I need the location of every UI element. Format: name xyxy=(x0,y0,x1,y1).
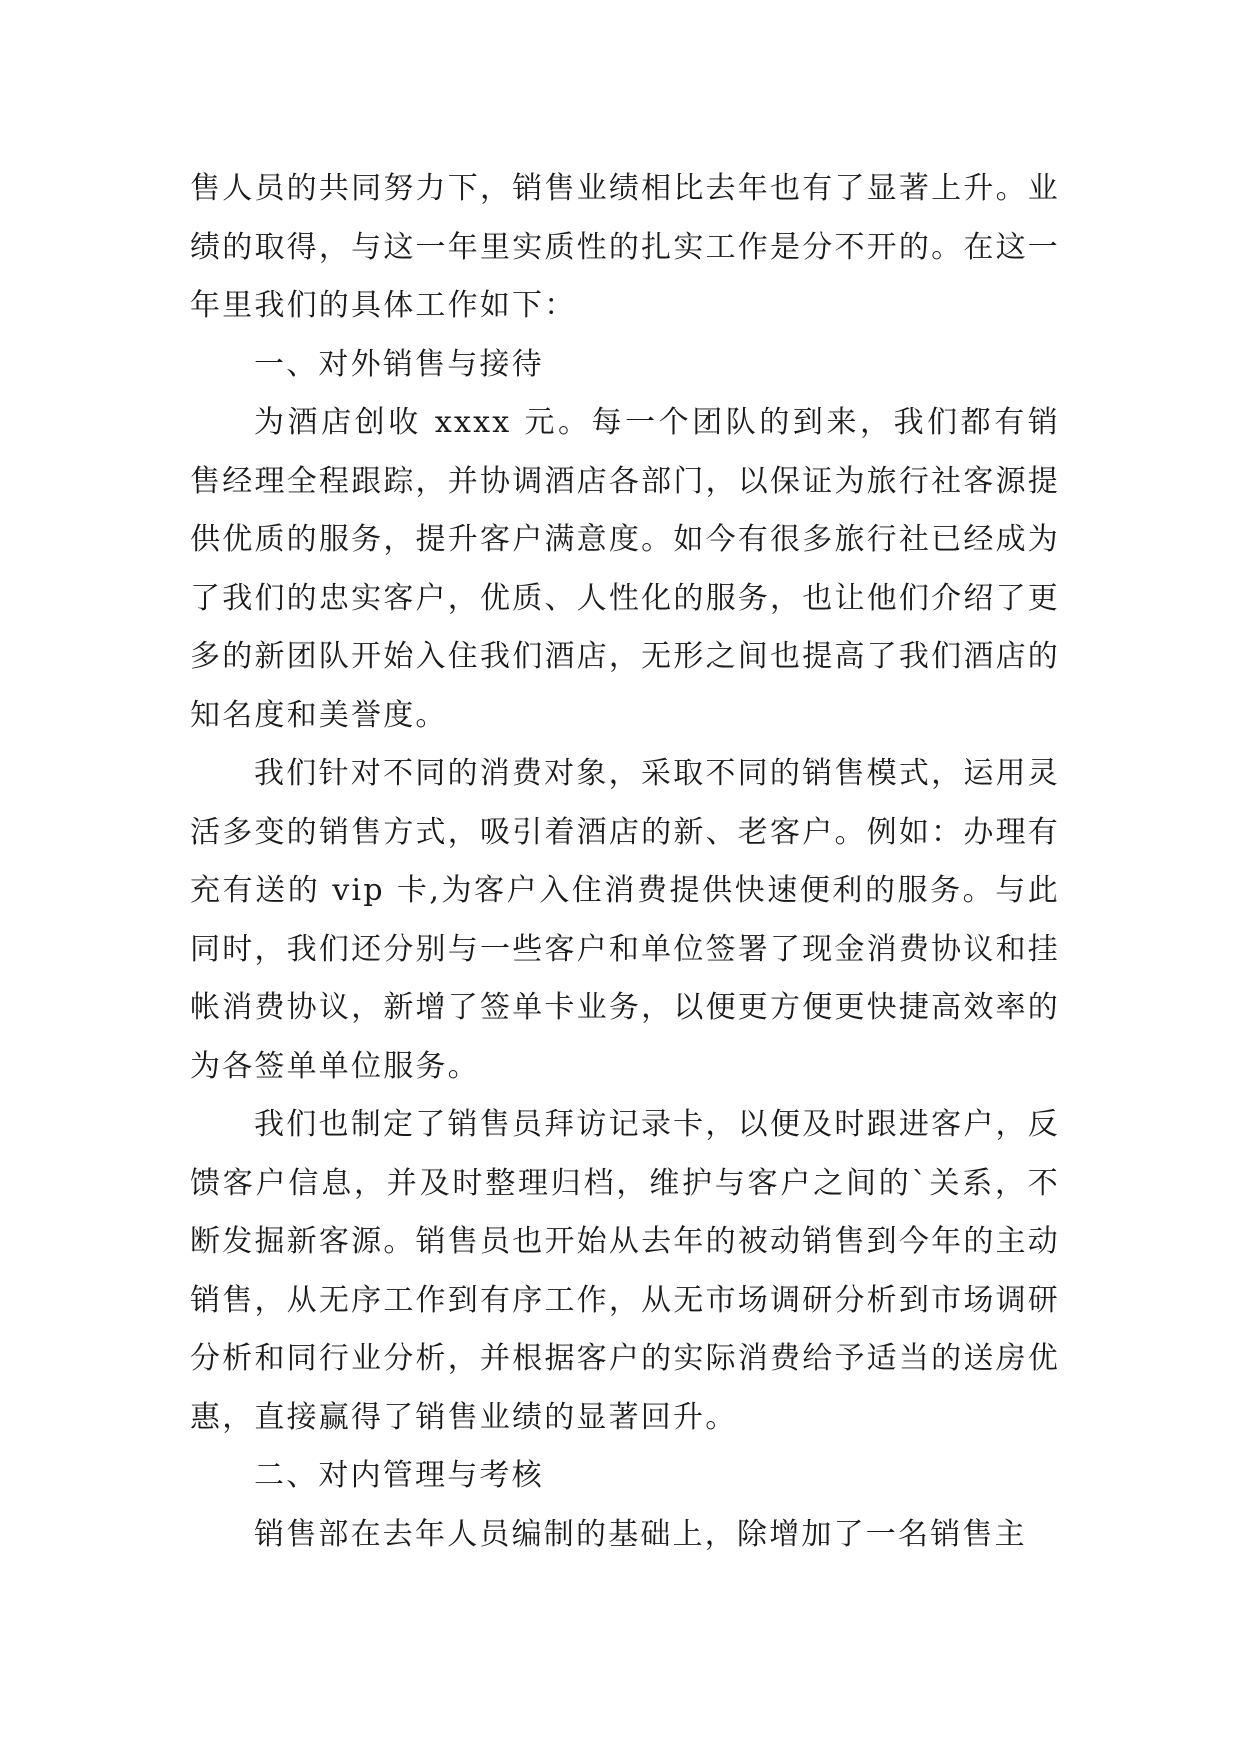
paragraph-staffing: 销售部在去年人员编制的基础上，除增加了一名销售主 xyxy=(254,1516,1027,1552)
document-body xyxy=(190,160,1060,1564)
paragraph-revenue: 为酒店创收 xxxx 元。每一个团队的到来，我们都有销售经理全程跟踪，并协调酒店各部门，以保证为旅行社客源提供优质的服务，提升客户满意度。如今有很多旅行社已经成为了我们的忠实客户，优质、人性化的服务，也让他们介绍了更多的新团队开始入住我们酒店，无形之间也提高了我们酒店的知名度和美誉度。 xyxy=(190,405,1060,733)
paragraph-visit-records: 我们也制定了销售员拜访记录卡，以便及时跟进客户，反馈客户信息，并及时整理归档，维护与客户之间的`关系，不断发掘新客源。销售员也开始从去年的被动销售到今年的主动销售，从无序工作到有序工作，从无市场调研分析到市场调研分析和同行业分析，并根据客户的实际消费给予适当的送房优惠，直接赢得了销售业绩的显著回升。 xyxy=(190,1107,1060,1435)
section-heading-internal-management: 二、对内管理与考核 xyxy=(254,1458,544,1493)
paragraph-sales-modes: 我们针对不同的消费对象，采取不同的销售模式，运用灵活多变的销售方式，吸引着酒店的新、老客户。例如：办理有充有送的 vip 卡,为客户入住消费提供快速便利的服务。与此同时，我们还分别与一些客户和单位签署了现金消费协议和挂帐消费协议，新增了签单卡业务，以便更方便更快捷高效率的为各签单单位服务。 xyxy=(190,756,1060,1084)
section-heading-external-sales: 一、对外销售与接待 xyxy=(254,346,544,382)
paragraph-intro: 售人员的共同努力下，销售业绩相比去年也有了显著上升。业绩的取得，与这一年里实质性的扎实工作是分不开的。在这一年里我们的具体工作如下： xyxy=(190,171,1060,323)
